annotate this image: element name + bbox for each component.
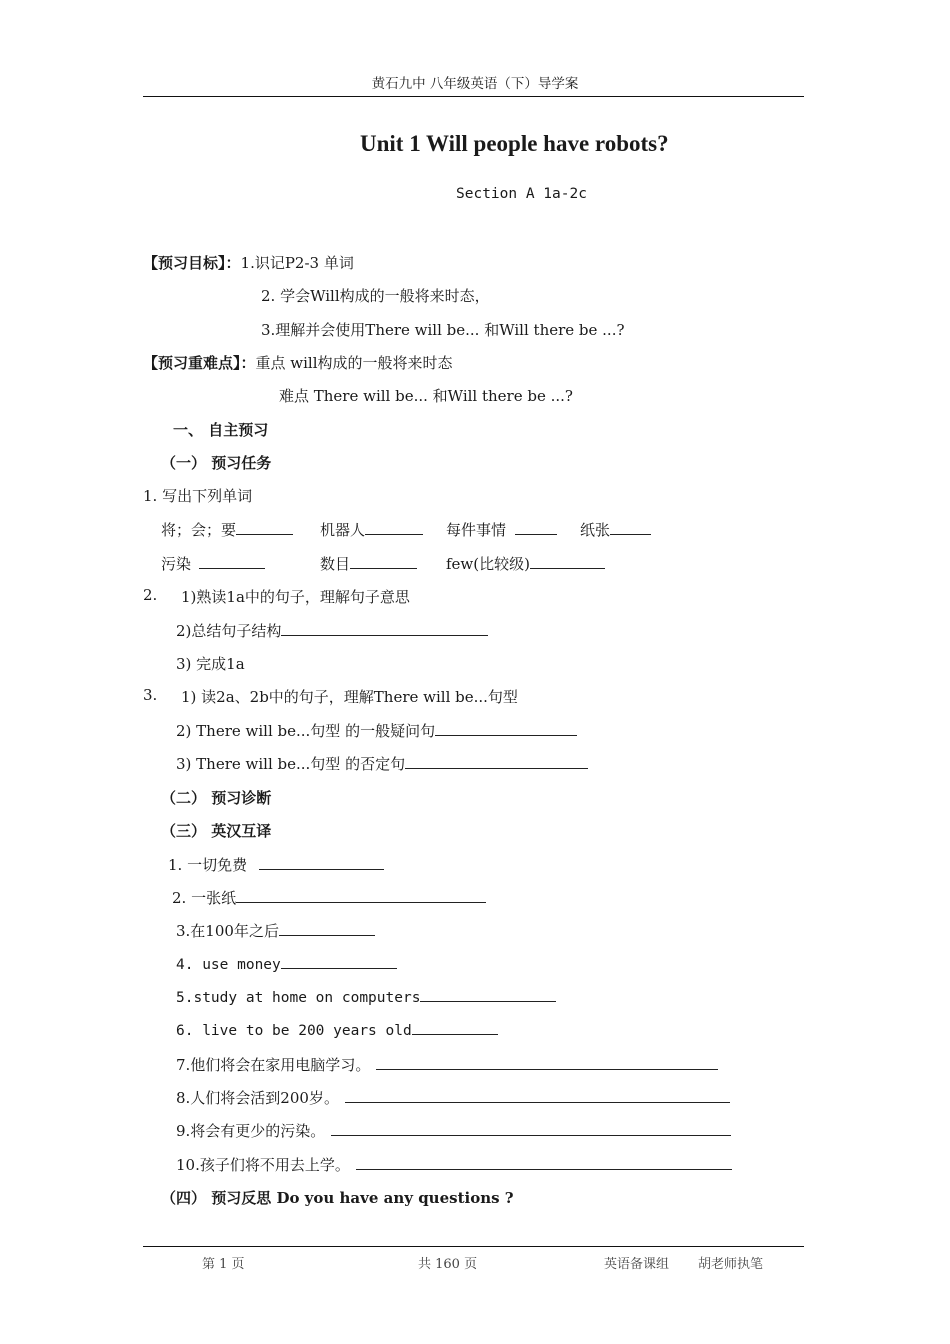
- task2-item-1: 1)熟读1a中的句子，理解句子意思: [181, 588, 410, 606]
- word-item: [161, 519, 293, 540]
- word-item: [580, 519, 651, 540]
- goal-item-2: 2. 学会Will构成的一般将来时态，: [261, 287, 490, 305]
- keypoints-sep: ：: [240, 354, 256, 372]
- part-one-heading: （一） 预习任务: [161, 454, 272, 472]
- keypoints-row: [143, 352, 453, 373]
- goal-item-1: 1.识记P2-3 单词: [240, 254, 354, 272]
- task1-title: 1. 写出下列单词: [143, 487, 253, 505]
- translate-item: [176, 1054, 718, 1075]
- answer-blank[interactable]: [259, 855, 384, 870]
- word-label: 污染: [161, 555, 192, 573]
- answer-blank[interactable]: [279, 921, 375, 936]
- translate-label: 5.study at home on computers: [176, 990, 421, 1006]
- goals-sep: ：: [225, 254, 241, 272]
- task3-item-label: 3) There will be...句型 的否定句: [176, 755, 406, 773]
- translate-label: 10.孩子们将不用去上学。: [176, 1156, 350, 1174]
- footer-rule: [143, 1246, 804, 1247]
- task3-item-2: [176, 720, 577, 741]
- word-label: few(比较级): [446, 555, 530, 573]
- translate-item: [176, 1120, 731, 1141]
- task2-item-2: [176, 620, 488, 641]
- word-item: [161, 553, 265, 574]
- answer-blank[interactable]: [331, 1121, 731, 1136]
- goal-item-3: 3.理解并会使用There will be... 和Will there be ...?: [261, 321, 625, 339]
- word-label: 将；会；要: [161, 521, 237, 539]
- task3-item-label: 2) There will be...句型 的一般疑问句: [176, 722, 436, 740]
- answer-blank[interactable]: [356, 1155, 732, 1170]
- word-label: 数目: [320, 555, 351, 573]
- translate-item: [168, 854, 384, 875]
- word-item: [446, 553, 605, 574]
- answer-blank[interactable]: [236, 888, 486, 903]
- word-item: [320, 553, 417, 574]
- answer-blank[interactable]: [376, 1055, 718, 1070]
- footer-author: 胡老师执笔: [698, 1257, 764, 1272]
- footer-page-number: 第 1 页: [202, 1257, 245, 1272]
- answer-blank[interactable]: [420, 987, 556, 1002]
- header-rule: [143, 96, 804, 97]
- answer-blank[interactable]: [435, 721, 577, 736]
- footer-group: 英语备课组: [604, 1257, 670, 1272]
- answer-blank[interactable]: [405, 754, 588, 769]
- translate-label: 4. use money: [176, 957, 281, 973]
- translate-item: [172, 887, 486, 908]
- word-item: [320, 519, 423, 540]
- keypoints-label: 【预习重难点】: [143, 354, 241, 372]
- word-label: 机器人: [320, 521, 366, 539]
- translate-label: 8.人们将会活到200岁。: [176, 1089, 339, 1107]
- word-label: 纸张: [580, 521, 611, 539]
- translate-label: 7.他们将会在家用电脑学习。: [176, 1056, 371, 1074]
- answer-blank[interactable]: [365, 520, 423, 535]
- translate-label: 2. 一张纸: [172, 889, 237, 907]
- task2-item-3: 3) 完成1a: [176, 655, 245, 673]
- keypoint-difficult: 难点 There will be... 和Will there be ...?: [279, 387, 573, 405]
- goals-row: [143, 252, 354, 273]
- answer-blank[interactable]: [199, 554, 265, 569]
- translate-item: [176, 1154, 732, 1175]
- answer-blank[interactable]: [610, 520, 651, 535]
- footer-total-pages: 共 160 页: [418, 1257, 478, 1272]
- answer-blank[interactable]: [530, 554, 605, 569]
- answer-blank[interactable]: [281, 954, 397, 969]
- task3-item-1: 1) 读2a、2b中的句子，理解There will be...句型: [181, 688, 518, 706]
- translate-label: 3.在100年之后: [176, 922, 279, 940]
- answer-blank[interactable]: [412, 1020, 498, 1035]
- answer-blank[interactable]: [345, 1088, 730, 1103]
- part-two-heading: （二） 预习诊断: [161, 789, 272, 807]
- translate-label: 6. live to be 200 years old: [176, 1023, 412, 1039]
- goals-label: 【预习目标】: [143, 254, 226, 272]
- translate-label: 1. 一切免费: [168, 856, 248, 874]
- word-item: [446, 519, 557, 540]
- translate-item: [176, 1020, 498, 1039]
- translate-item: [176, 920, 375, 941]
- translate-label: 9.将会有更少的污染。: [176, 1122, 326, 1140]
- answer-blank[interactable]: [350, 554, 417, 569]
- task2-item-label: 2)总结句子结构: [176, 622, 282, 640]
- task2-number: 2.: [143, 586, 158, 604]
- answer-blank[interactable]: [281, 621, 488, 636]
- answer-blank[interactable]: [515, 520, 557, 535]
- section-one-heading: 一、 自主预习: [173, 421, 269, 439]
- part-three-heading: （三） 英汉互译: [161, 822, 272, 840]
- part-four-heading: （四） 预习反思 Do you have any questions ?: [161, 1189, 514, 1207]
- word-label: 每件事情: [446, 521, 507, 539]
- translate-item: [176, 954, 397, 973]
- task3-number: 3.: [143, 686, 158, 704]
- translate-item: [176, 1087, 730, 1108]
- section-subtitle: Section A 1a-2c: [456, 186, 587, 202]
- page-title: Unit 1 Will people have robots?: [360, 131, 669, 156]
- translate-item: [176, 987, 556, 1006]
- task3-item-3: [176, 753, 588, 774]
- keypoint-key: 重点 will构成的一般将来时态: [255, 354, 453, 372]
- page-header: 黄石九中 八年级英语（下）导学案: [371, 76, 579, 92]
- answer-blank[interactable]: [236, 520, 293, 535]
